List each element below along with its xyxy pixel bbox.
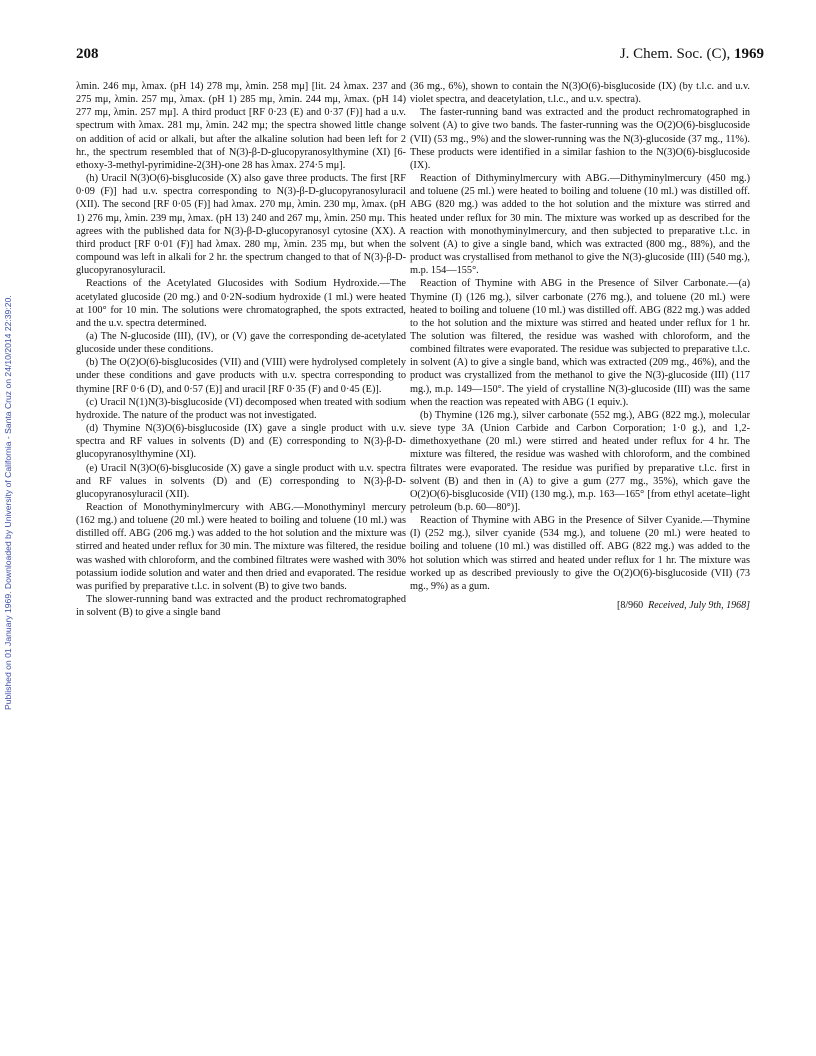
paragraph: (36 mg., 6%), shown to contain the N(3)O(6)-bisglucoside (IX) (by t.l.c. and u.v. violet spectra, and deacetylation, t.l.c., and u.v. spectra). xyxy=(410,81,750,106)
download-watermark xyxy=(3,140,17,710)
journal-year: 1969 xyxy=(734,46,764,62)
page-number: 208 xyxy=(76,46,99,62)
paragraph: λmin. 246 mμ, λmax. (pH 14) 278 mμ, λmin. 258 mμ] [lit. 24 λmax. 237 and 275 mμ, λmin. 257 mμ, λmax. (pH 1) 285 mμ, λmin. 244 mμ, λmax. (pH 14) 277 mμ, λmin. 257 mμ]. A third product [RF 0·23 (E) and 0·37 (F)] had a u.v. spectrum with λmax. 281 mμ, λmin. 242 mμ; the spectra showed little change on addition of acid or alkali, but after the alkaline solution had been left for 2 hr., the spectrum resembled that of N(3)-β-D-glucopyranosylthymine (XI) [6-ethoxy-3-methyl-pyrimidine-2(3H)-one 28 has λmax. 274·5 mμ]. xyxy=(76,81,406,171)
received-text: Received, July 9th, 1968] xyxy=(648,600,750,612)
paragraph: Reactions of the Acetylated Glucosides with Sodium Hydroxide.—The acetylated glucoside (20 mg.) and 0·2N-sodium hydroxide (1 ml.) were heated at 100° for 10 min. The solutions were chromatographed, the spots extracted, and the u.v. spectra determined. xyxy=(76,278,406,329)
right-column xyxy=(410,80,750,612)
paragraph: (b) The O(2)O(6)-bisglucosides (VII) and (VIII) were hydrolysed completely under these conditions and gave products with u.v. spectra corresponding to thymine [RF 0·6 (D), and 0·57 (E)] and uracil [RF 0·35 (F) and 0·45 (E)]. xyxy=(76,357,406,395)
paragraph: (h) Uracil N(3)O(6)-bisglucoside (X) also gave three products. The first [RF 0·09 (F)] had u.v. spectra corresponding to N(3)-β-D-glucopyranosyluracil (XII). The second [RF 0·05 (F)] had λmax. 270 mμ, λmin. 230 mμ, λmax. (pH 1) 276 mμ, λmin. 239 mμ, λmax. (pH 13) 240 and 267 mμ, λmin. 250 mμ. This agrees with the published data for N(3)-β-D-glucopyranosyl cytosine (XX). A third product [RF 0·01 (F)] had λmax. 280 mμ, λmin. 235 mμ, but when the compound was left in alkali for 2 hr. the spectrum changed to that of N(3)-β-D-glucopyranosyluracil. xyxy=(76,173,406,277)
paragraph: (b) Thymine (126 mg.), silver carbonate (552 mg.), ABG (822 mg.), molecular sieve type 3A (Union Carbide and Carbon Corporation; 1·0 g.), and 1,2-dimethoxyethane (20 ml.) were stirred and heated under reflux for 4 hr. The mixture was filtered, the residue was washed with chloroform, and the combined filtrates were evaporated. The residue was purified by preparative t.l.c. first in solvent (B) and then in (A) to give a gum (277 mg., 35%), which gave the O(2)O(6)-bisglucoside (VII) (130 mg.), m.p. 163—165° [from ethyl acetate–light petroleum (b.p. 60—80°)]. xyxy=(410,409,750,513)
paragraph: Reaction of Monothyminylmercury with ABG.—Monothyminyl mercury (162 mg.) and toluene (20 ml.) were heated to boiling and toluene (10 ml.) was distilled off. ABG (206 mg.) was added to the hot solution and the mixture was stirred and heated under reflux for 30 min. The mixture was filtered, the residue was washed with chloroform, and the combined filtrates were washed with 30% potassium iodide solution and water and then dried and evaporated. The residue was purified by preparative t.l.c. in solvent (B) to give two bands. xyxy=(76,502,406,592)
paragraph: (e) Uracil N(3)O(6)-bisglucoside (X) gave a single product with u.v. spectra and RF values in solvents (D) and (E) corresponding to N(3)-β-D-glucopyranosyluracil (XII). xyxy=(76,462,406,500)
page-header xyxy=(76,46,764,68)
paragraph: (a) The N-glucoside (III), (IV), or (V) gave the corresponding de-acetylated glucoside under these conditions. xyxy=(76,330,406,356)
paragraph: (c) Uracil N(1)N(3)-bisglucoside (VI) decomposed when treated with sodium hydroxide. The nature of the product was not investigated. xyxy=(76,396,406,421)
paragraph: Reaction of Dithyminylmercury with ABG.—Dithyminylmercury (450 mg.) and toluene (25 ml.) were heated to boiling and toluene (10 ml.) was distilled off. ABG (820 mg.) was added to the hot solution and the mixture was stirred and heated under reflux for 30 min. The mixture was worked up as described for the reaction with monothyminylmercury, and then subjected to preparative t.l.c. in solvent (A) to give a single band, which was extracted (800 mg., 88%), and the product was crystallised from methanol to give the N(3)-glucoside (III) (540 mg.), m.p. 154—155°. xyxy=(410,173,750,277)
journal-name: J. Chem. Soc. (C), xyxy=(619,46,731,62)
watermark-text: Published on 01 January 1969. Downloaded by University of California - Santa Cruz on 24/10/2014 22:39:20. xyxy=(3,295,13,710)
paragraph: Reaction of Thymine with ABG in the Presence of Silver Cyanide.—Thymine (I) (252 mg.), silver cyanide (534 mg.), and toluene (20 ml.) were heated to boiling and toluene (10 ml.) was distilled off. ABG (822 mg.) was added to the hot solution which was stirred and heated under reflux for 1 hr. The mixture was worked up as described previously to give the O(2)O(6)-bisglucoside (VII) (73 mg., 9%) as a gum. xyxy=(410,515,750,592)
manuscript-ref: [8/960 xyxy=(616,600,644,612)
paragraph: The slower-running band was extracted and the product rechromatographed in solvent (B) to give a single band xyxy=(76,594,406,619)
received-date xyxy=(410,599,750,612)
paragraph: Reaction of Thymine with ABG in the Presence of Silver Carbonate.—(a) Thymine (I) (126 mg.), silver carbonate (276 mg.), and toluene (20 ml.) were heated to boiling and toluene (10 ml.) was distilled off. ABG (822 mg.) was added to the hot solution and the mixture was stirred and heated under reflux for 1 hr. The solution was filtered, the residue was washed with chloroform, and the combined filtrates were evaporated. The residue was subjected to preparative t.l.c. in solvent (A) to give a single band, which was extracted (209 mg., 46%), and the product was crystallized from the methanol to give the N(3)-glucoside (III) (117 mg.), m.p. 149—150°. The yield of crystalline N(3)-glucoside (III) was the same when the reaction was repeated with ABG (1 equiv.). xyxy=(410,278,750,408)
paragraph: (d) Thymine N(3)O(6)-bisglucoside (IX) gave a single product with u.v. spectra and RF values in solvents (D) and (E) corresponding to N(3)-β-D-glucopyranosylthymine (XI). xyxy=(76,423,406,461)
left-column xyxy=(76,80,406,619)
paragraph: The faster-running band was extracted and the product rechromatographed in solvent (A) to give two bands. The faster-running was the O(2)O(6)-bisglucoside (VII) (53 mg., 9%) and the slower-running was the N(3)-glucoside (37 mg., 11%). These products were identified in a similar fashion to the N(3)O(6)-bisglucoside (IX). xyxy=(410,107,750,171)
journal-reference xyxy=(620,46,764,63)
